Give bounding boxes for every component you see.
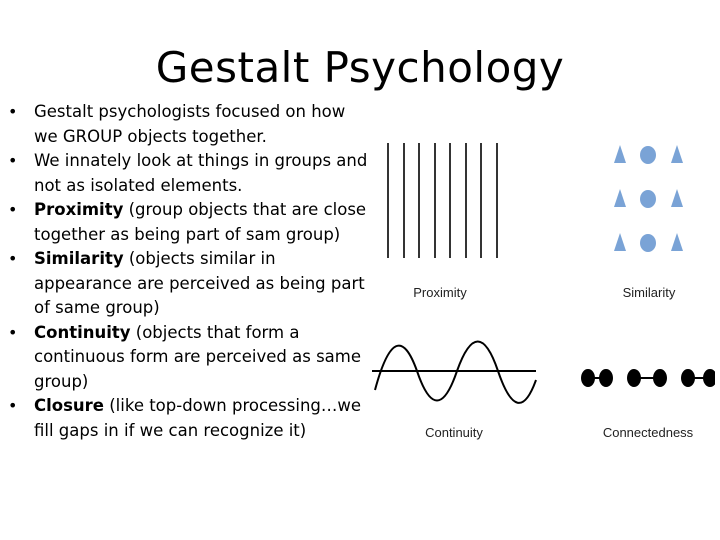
similarity-triangle [671,145,683,163]
bullet-item [8,394,372,443]
connectedness-dot [654,370,666,386]
bullet-dot: • [8,396,18,415]
proximity-label: Proximity [413,285,467,300]
similarity-shapes [614,145,683,252]
bullet-list [8,100,372,443]
connectedness-dot [582,370,594,386]
page-title: Gestalt Psychology [155,43,565,92]
bullet-text: (objects similar in appearance are perceived as being part of same group) [34,249,365,317]
bullet-item [8,247,372,321]
bullet-term: Proximity [34,200,124,219]
connectedness-dots [582,370,715,386]
bullet-item [8,198,372,247]
connectedness-dot [704,370,715,386]
gestalt-principles-figure [370,120,715,450]
similarity-triangle [614,233,626,251]
similarity-circle [640,146,656,164]
continuity-wave [375,342,536,403]
bullet-item [8,321,372,395]
bullet-term: Closure [34,396,104,415]
bullet-text: Gestalt psychologists focused on how we GROUP objects together. [34,102,346,146]
similarity-label: Similarity [622,285,676,300]
bullet-dot: • [8,249,18,268]
bullet-dot: • [8,322,18,342]
connectedness-label: Connectedness [602,425,694,440]
bullet-text: (group objects that are close together as being part of sam group) [34,200,367,244]
bullet-term: Similarity [34,249,124,268]
connectedness-dot [682,370,694,386]
bullet-text: We innately look at things in groups and not as isolated elements. [34,151,368,195]
bullet-item [8,149,372,198]
bullet-dot: • [8,200,18,219]
bullet-dot: • [8,151,18,170]
similarity-circle [640,190,656,208]
similarity-triangle [614,145,626,163]
bullet-dot: • [8,102,18,121]
similarity-triangle [671,189,683,207]
bullet-item [8,100,372,149]
bullet-text: (objects that form a continuous form are perceived as same group) [34,322,362,391]
bullet-text: (like top-down processing…we fill gaps in if we can recognize it) [34,396,362,440]
continuity-lines [372,342,536,403]
continuity-label: Continuity [425,425,483,440]
connectedness-dot [600,370,612,386]
bullet-term: Continuity [34,322,131,342]
similarity-circle [640,234,656,252]
connectedness-dot [628,370,640,386]
similarity-triangle [614,189,626,207]
similarity-triangle [671,233,683,251]
proximity-lines [388,143,497,258]
